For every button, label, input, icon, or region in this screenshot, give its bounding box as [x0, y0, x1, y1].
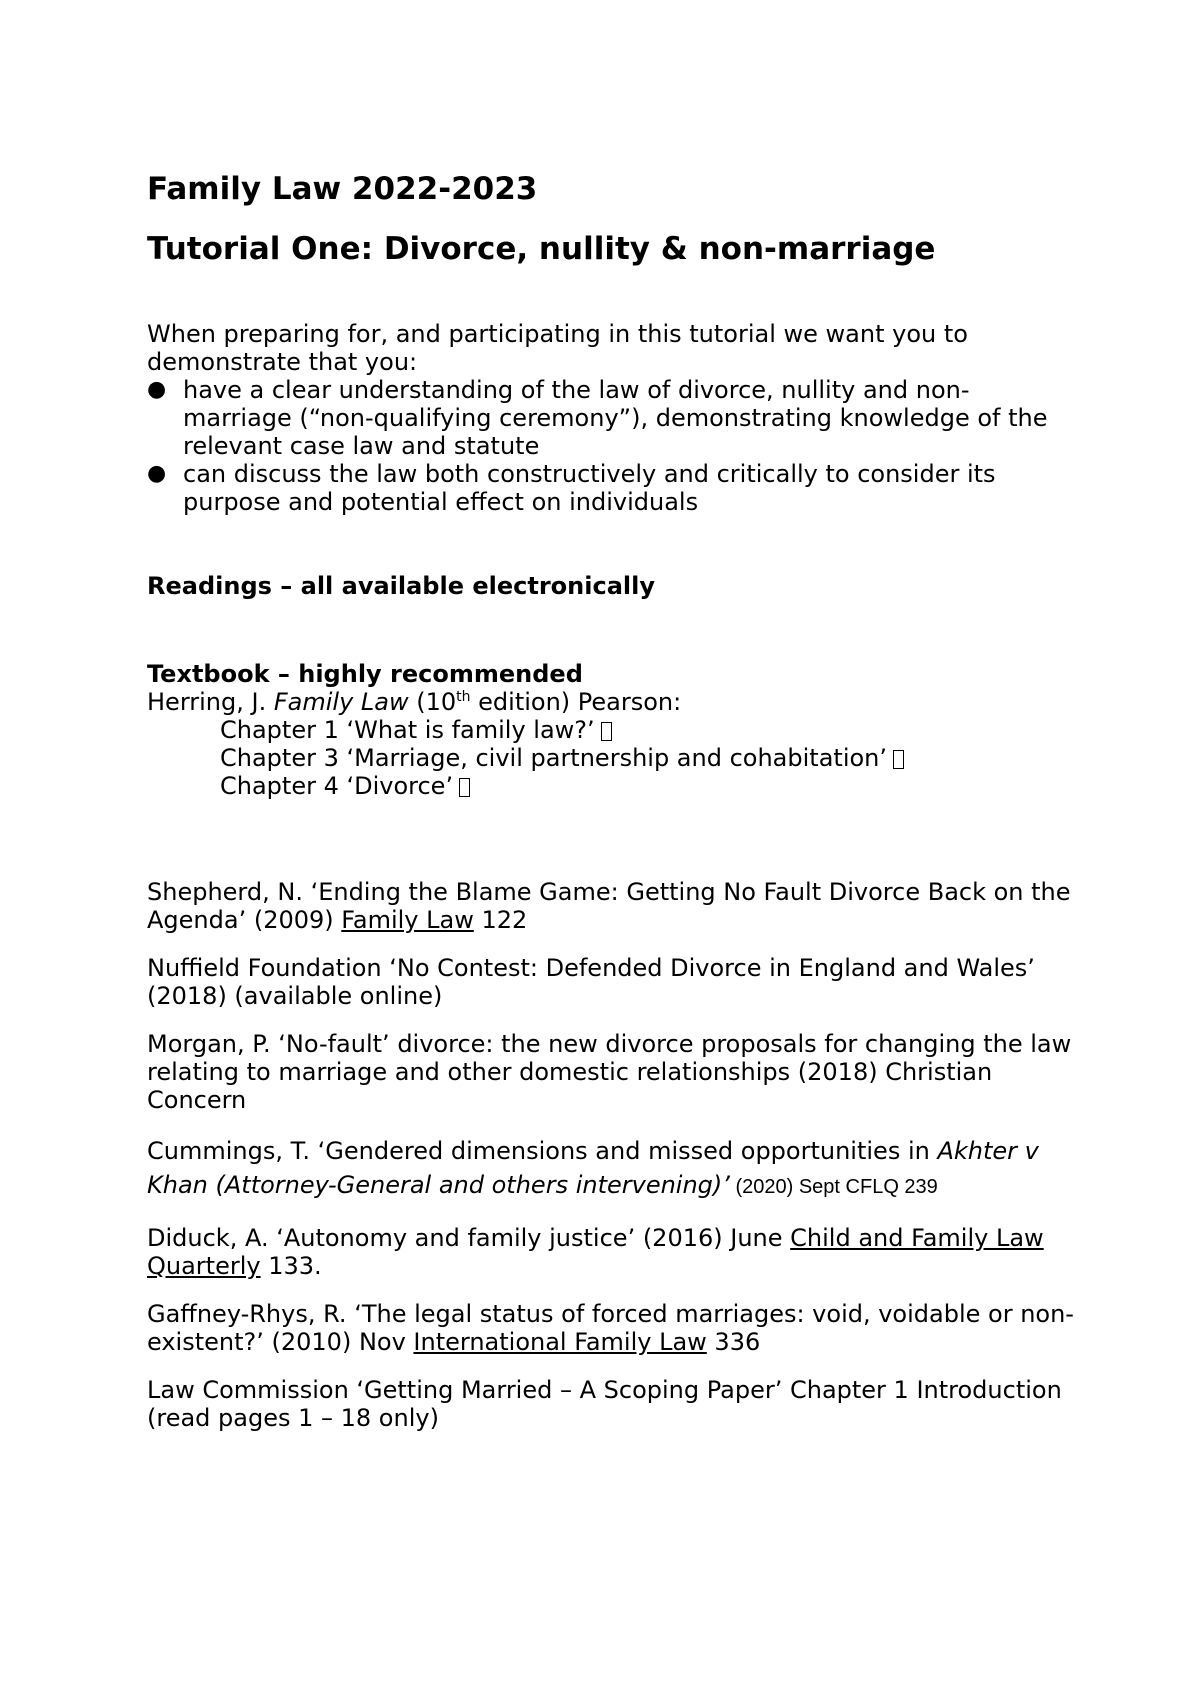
case-name: Akhter v Khan (Attorney-General and others intervening)’ [147, 1137, 1039, 1199]
reading-list [147, 878, 1077, 1432]
missing-glyph-icon [459, 778, 470, 797]
journal-link: Child and Family Law Quarterly [147, 1224, 1044, 1280]
reading-text: Cummings, T. ‘Gendered dimensions and missed opportunities in [147, 1137, 938, 1165]
reading-text: 336 [706, 1328, 761, 1356]
objectives-list [147, 376, 1077, 516]
reading-item [147, 878, 1077, 934]
reading-item [147, 1224, 1077, 1280]
journal-link: Family Law [341, 906, 474, 934]
textbook-edition: (10 [408, 688, 457, 716]
intro-paragraph: When preparing for, and participating in this tutorial we want you to demonstrate that you: [147, 320, 968, 376]
document-title: Family Law 2022-2023 [147, 171, 538, 207]
reading-item: Law Commission ‘Getting Married – A Scoping Paper’ Chapter 1 Introduction (read pages 1 – 18 only) [147, 1376, 1062, 1432]
textbook-title: Family Law [273, 688, 409, 716]
journal-link: International Family Law [413, 1328, 707, 1356]
reading-item: Nuffield Foundation ‘No Contest: Defended Divorce in England and Wales’ (2018) (available online) [147, 954, 1035, 1010]
reading-item [147, 1134, 1077, 1204]
chapter-item [147, 716, 1077, 744]
missing-glyph-icon [893, 750, 904, 769]
reading-item: Morgan, P. ‘No-fault’ divorce: the new divorce proposals for changing the law relating to marriage and other domestic relationships (2018) Christian Concern [147, 1030, 1072, 1114]
objective-text: can discuss the law both constructively and critically to consider its purpose and potential effect on individuals [183, 460, 996, 516]
reading-text: 122 [473, 906, 528, 934]
edition-superscript: th [456, 689, 471, 705]
chapter-text: Chapter 1 ‘What is family law?’ [220, 716, 595, 744]
reading-text: Diduck, A. ‘Autonomy and family justice’ (2016) June [147, 1224, 791, 1252]
textbook-heading: Textbook – highly recommended [147, 660, 583, 688]
objective-item [147, 460, 1077, 516]
textbook-author: Herring, J. [147, 688, 274, 716]
readings-heading: Readings – all available electronically [147, 572, 655, 600]
document-body [147, 170, 1077, 1452]
textbook-publisher: edition) Pearson: [470, 688, 682, 716]
objective-text: have a clear understanding of the law of divorce, nullity and non-marriage (“non-qualifying ceremony”), demonstrating knowledge of the relevant case law and statute [183, 376, 1048, 460]
objective-item [147, 376, 1077, 460]
chapter-text: Chapter 3 ‘Marriage, civil partnership and cohabitation’ [220, 744, 888, 772]
missing-glyph-icon [601, 722, 612, 741]
reading-text: 133. [260, 1252, 322, 1280]
textbook-citation [147, 688, 1077, 716]
reading-text: Gaffney-Rhys, R. ‘The legal status of forced marriages: void, voidable or non-existent?’ (2010) Nov [147, 1300, 1074, 1356]
reading-item [147, 1300, 1077, 1356]
reading-text: Shepherd, N. ‘Ending the Blame Game: Getting No Fault Divorce Back on the Agenda’ (2009) [147, 878, 1071, 934]
tutorial-title: Tutorial One: Divorce, nullity & non-marriage [147, 231, 936, 267]
chapter-item [147, 744, 1077, 772]
chapter-item [147, 772, 1077, 800]
chapter-text: Chapter 4 ‘Divorce’ [220, 772, 454, 800]
bullet-icon: ● [147, 377, 167, 402]
reading-text: (2020) Sept CFLQ 239 [729, 1176, 938, 1198]
bullet-icon: ● [147, 461, 167, 486]
